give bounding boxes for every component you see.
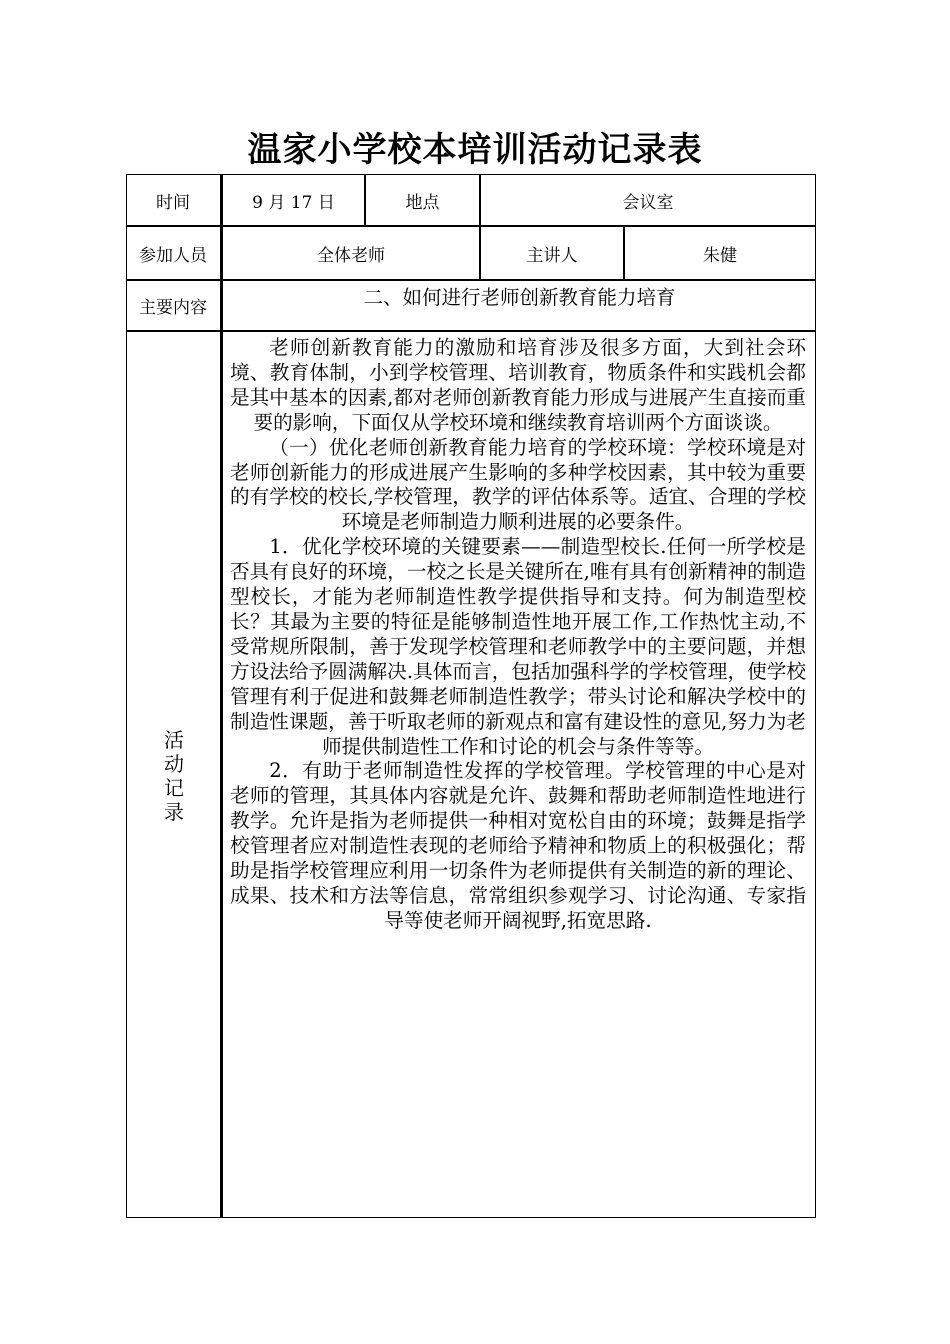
- label-char: 记: [164, 776, 184, 800]
- page-title: 温家小学校本培训活动记录表: [247, 130, 703, 170]
- activity-record-body: [230, 336, 806, 934]
- row-divider-3: [126, 330, 816, 332]
- place-value: 会议室: [622, 192, 674, 213]
- record-paragraph: 1．优化学校环境的关键要素——制造型校长.任何一所学校是否具有良好的环境，一校之长是关键所在,唯有具有创新精神的制造型校长，才能为老师制造性教学提供指导和支持。何为制造型校长？其最为主要的特征是能够制造性地开展工作,工作热忱主动,不受常规所限制，善于发现学校管理和老师教学中的主要问题，并想方设法给予圆满解决.具体而言，包括加强科学的学校管理，使学校管理有利于促进和鼓舞老师制造性教学；带头讨论和解决学校中的制造性课题，善于听取老师的新观点和富有建设性的意见,努力为老师提供制造性工作和讨论的机会与条件等等。: [230, 535, 806, 758]
- content-value: 二、如何进行老师创新教育能力培育: [363, 286, 676, 309]
- record-paragraph: 老师创新教育能力的激励和培育涉及很多方面，大到社会环境、教育体制，小到学校管理、培训教育，物质条件和实践机会都是其中基本的因素,都对老师创新教育能力形成与进展产生直接而重要的影响，下面仅从学校环境和继续教育培训两个方面谈谈。: [230, 336, 806, 434]
- time-label: 时间: [156, 192, 190, 213]
- participants-label: 参加人员: [139, 245, 207, 266]
- speaker-value: 朱健: [703, 245, 737, 266]
- label-char: 活: [164, 728, 184, 752]
- record-paragraph: （一）优化老师创新教育能力培育的学校环境：学校环境是对老师创新能力的形成进展产生影响的多种学校因素，其中较为重要的有学校的校长,学校管理，教学的评估体系等。适宜、合理的学校环境是老师制造力顺利进展的必要条件。: [230, 435, 806, 534]
- content-label: 主要内容: [139, 298, 207, 318]
- activity-record-label: [126, 728, 222, 824]
- participants-value: 全体老师: [317, 245, 385, 266]
- speaker-label: 主讲人: [526, 245, 578, 266]
- column-divider-label: [220, 174, 223, 1218]
- record-paragraph: 2．有助于老师制造性发挥的学校管理。学校管理的中心是对老师的管理，其具体内容就是允许、鼓舞和帮助老师制造性地进行教学。允许是指为老师提供一种相对宽松自由的环境；鼓舞是指学校管理者应对制造性表现的老师给予精神和物质上的积极强化；帮助是指学校管理应利用一切条件为老师提供有关制造的新的理论、成果、技术和方法等信息，常常组织参观学习、讨论沟通、专家指导等使老师开阔视野,拓宽思路.: [230, 759, 806, 932]
- place-label: 地点: [405, 192, 440, 213]
- time-value: 9 月 17 日: [252, 192, 335, 213]
- label-char: 录: [164, 800, 184, 824]
- label-char: 动: [164, 752, 184, 776]
